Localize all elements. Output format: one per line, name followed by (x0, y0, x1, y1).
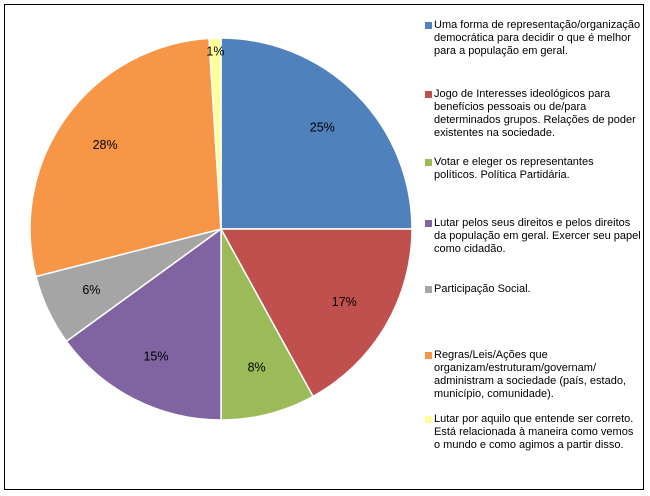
pie-chart (5, 5, 425, 491)
legend-swatch-4 (425, 286, 432, 293)
legend-swatch-5 (425, 352, 432, 359)
slice-value-label-6: 1% (206, 44, 225, 59)
legend-swatch-2 (425, 159, 432, 166)
slice-value-label-0: 25% (309, 120, 335, 135)
legend-item-6 (425, 413, 647, 452)
legend-label-0: Uma forma de representação/organização democrática para decidir o que é melhor para a população em geral. (434, 19, 641, 57)
slice-value-label-2: 8% (247, 360, 266, 375)
legend-item-5 (425, 349, 647, 401)
slice-value-label-3: 15% (143, 349, 169, 364)
legend-item-1 (425, 88, 647, 140)
legend-item-3 (425, 217, 647, 256)
legend-label-2: Votar e eleger os representantes políticos. Política Partidária. (434, 156, 594, 181)
slice-value-label-5: 28% (92, 137, 118, 152)
legend-item-4 (425, 283, 647, 296)
legend-swatch-3 (425, 220, 432, 227)
pie-slices (30, 38, 412, 420)
legend-label-5: Regras/Leis/Ações que organizam/estruturam/governam/ administram a sociedade (país, estado, município, comunidade). (434, 349, 626, 400)
legend-label-6: Lutar por aquilo que entende ser correto. Está relacionada à maneira como vemos o mundo e como agimos a partir disso. (434, 413, 634, 451)
legend-label-1: Jogo de Interesses ideológicos para benefícios pessoais ou de/para determinados grupos. Relações de poder existentes na sociedade. (434, 88, 636, 139)
legend-swatch-6 (425, 416, 432, 423)
legend-label-3: Lutar pelos seus direitos e pelos direitos da população em geral. Exercer seu papel como cidadão. (434, 217, 641, 255)
slice-value-label-1: 17% (331, 294, 357, 309)
slice-value-label-4: 6% (82, 282, 101, 297)
legend-item-2 (425, 156, 647, 182)
legend-label-4: Participação Social. (434, 283, 531, 295)
legend-swatch-0 (425, 22, 432, 29)
chart-frame (4, 4, 644, 490)
legend-item-0 (425, 19, 647, 58)
legend-swatch-1 (425, 91, 432, 98)
